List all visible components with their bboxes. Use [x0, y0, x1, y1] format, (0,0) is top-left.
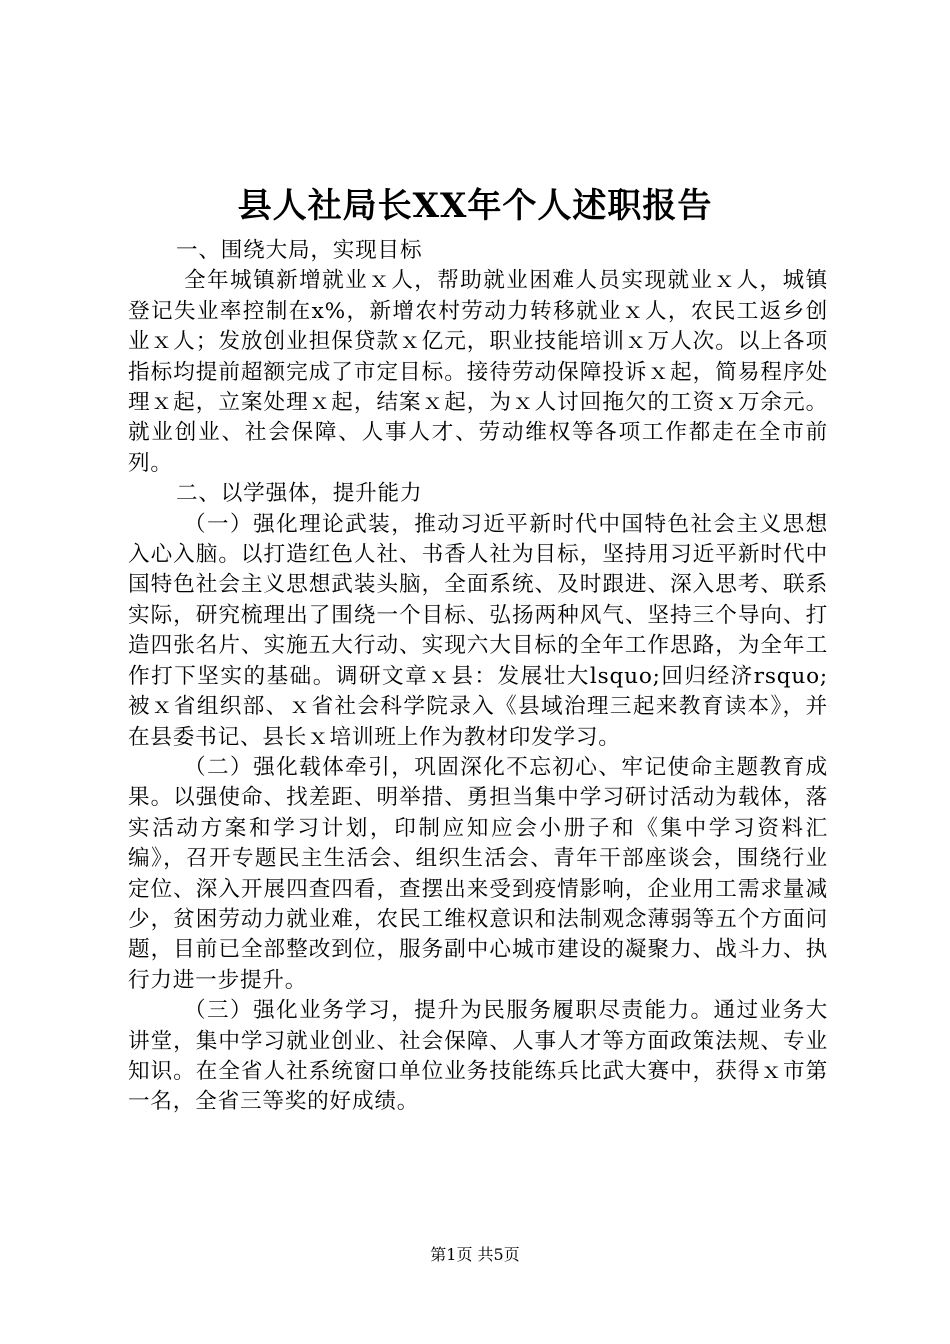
section-heading-2: 二、以学强体，提升能力: [176, 481, 423, 507]
section-heading-1: 一、围绕大局，实现目标: [176, 238, 423, 263]
paragraph-theory-study: （一）强化理论武装，推动习近平新时代中国特色社会主义思想入心入脑。以打造红色人社、书香人社为目标，坚持用习近平新时代中国特色社会主义思想武装头脑，全面系统、及时跟进、深入思考、联系实际，研究梳理出了围绕一个目标、弘扬两种风气、坚持三个导向、打造四张名片、实施五大行动、实现六大目标的全年工作思路，为全年工作打下坚实的基础。调研文章ｘ县：发展壮大lsquo;回归经济rsquo;被ｘ省组织部、ｘ省社会科学院录入《县域治理三起来教育读本》，并在县委书记、县长ｘ培训班上作为教材印发学习。: [128, 511, 828, 750]
paragraph-carrier-guidance: （二）强化载体牵引，巩固深化不忘初心、牢记使命主题教育成果。以强使命、找差距、明举措、勇担当集中学习研讨活动为载体，落实活动方案和学习计划，印制应知应会小册子和《集中学习资料汇编》，召开专题民主生活会、组织生活会、青年干部座谈会，围绕行业定位、深入开展四查四看，查摆出来受到疫情影响，企业用工需求量减少，贫困劳动力就业难，农民工维权意识和法制观念薄弱等五个方面问题，目前已全部整改到位，服务副中心城市建设的凝聚力、战斗力、执行力进一步提升。: [128, 754, 828, 993]
document-body: [128, 236, 828, 1118]
paragraph-employment-targets: 全年城镇新增就业ｘ人，帮助就业困难人员实现就业ｘ人，城镇登记失业率控制在x%，新增农村劳动力转移就业ｘ人，农民工返乡创业ｘ人；发放创业担保贷款ｘ亿元，职业技能培训ｘ万人次。以上各项指标均提前超额完成了市定目标。接待劳动保障投诉ｘ起，简易程序处理ｘ起，立案处理ｘ起，结案ｘ起，为ｘ人讨回拖欠的工资ｘ万余元。就业创业、社会保障、人事人才、劳动维权等各项工作都走在全市前列。: [128, 268, 828, 476]
document-title: 县人社局长XX年个人述职报告: [237, 186, 713, 226]
page-footer: 第1页 共5页: [430, 1245, 520, 1264]
paragraph-business-study: （三）强化业务学习，提升为民服务履职尽责能力。通过业务大讲堂，集中学习就业创业、社会保障、人事人才等方面政策法规、专业知识。在全省人社系统窗口单位业务技能练兵比武大赛中，获得ｘ市第一名，全省三等奖的好成绩。: [128, 998, 828, 1115]
